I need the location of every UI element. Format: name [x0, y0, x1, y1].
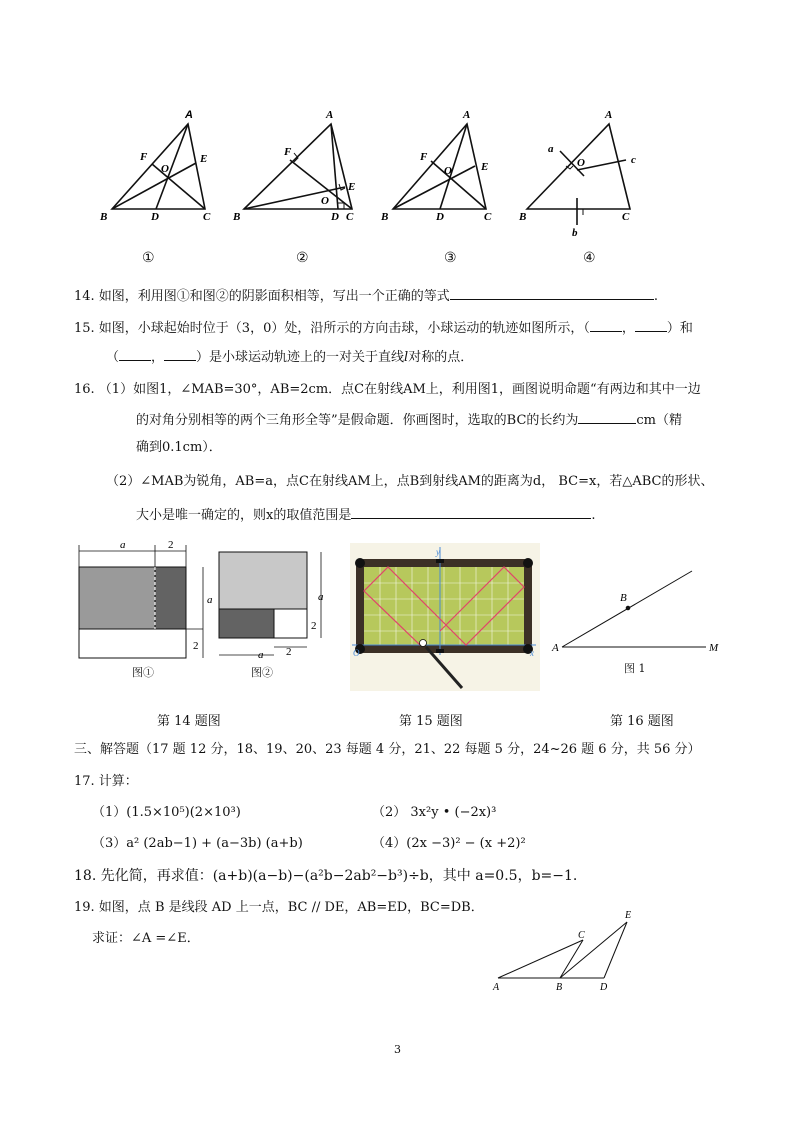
question-16-part2-line-2 — [136, 505, 595, 525]
question-16-end: . — [591, 508, 596, 523]
fig15-origin: O — [353, 648, 360, 658]
question-17-part-1: （1）(1.5×10⁵)(2×10³) — [92, 805, 241, 820]
fig4-label-c: c — [631, 154, 636, 166]
fig2-label-O: O — [321, 195, 329, 207]
fig4-label-b: b — [572, 227, 578, 239]
fig14-2-two-bottom: 2 — [286, 646, 292, 658]
paren-open: （ — [106, 350, 120, 365]
fig3-label-E: E — [481, 161, 489, 173]
question-16-part2-line-1: （2）∠MAB为锐角，AB=a，点C在射线AM上，点B到射线AM的距离为d， BC=x，若△ABC的形状、 — [106, 474, 714, 489]
question-15-text-2: ）是小球运动轨迹上的一对关于直线 — [196, 350, 405, 365]
fig3-label-O: O — [444, 165, 452, 177]
fig14-2-a-bottom: a — [258, 649, 264, 661]
figure-number-3: ③ — [444, 250, 457, 266]
question-15-mid: ）和 — [666, 321, 693, 336]
fig1-label-E: E — [200, 153, 208, 165]
figure-number-1: ① — [142, 250, 155, 266]
fig14-label-2: 图② — [251, 666, 273, 679]
figure-row-top — [0, 0, 794, 270]
fig14-figure-2 — [219, 552, 321, 655]
fig16-angle-figure — [562, 571, 706, 647]
fig19-label-E: E — [625, 910, 632, 921]
fig4-label-a: a — [548, 143, 554, 155]
fig2-label-E: E — [348, 181, 356, 193]
question-16-unit: cm（精 — [636, 413, 682, 428]
triangle-figure-2 — [244, 124, 352, 209]
question-16-line-2 — [136, 410, 682, 430]
fig1-label-A: A — [185, 109, 193, 121]
answer-blank-16b[interactable] — [351, 505, 591, 519]
page-number: 3 — [394, 1043, 401, 1056]
triangle-figure-1 — [112, 124, 208, 209]
answer-blank-15b[interactable] — [635, 318, 667, 332]
fig19-label-C: C — [578, 930, 585, 941]
fig4-label-A: A — [605, 109, 613, 121]
fig1-label-O: O — [161, 163, 169, 175]
fig3-label-A: A — [463, 109, 471, 121]
question-14 — [74, 286, 658, 306]
fig14-1-a-label: a — [120, 539, 126, 551]
fig4-label-O: O — [577, 157, 585, 169]
fig3-label-C: C — [484, 211, 492, 223]
fig19-label-A: A — [493, 982, 500, 993]
fig19-label-B: B — [556, 982, 563, 993]
question-19-line-1: 19. 如图，点 B 是线段 AD 上一点，BC // DE，AB=ED，BC=DB． — [74, 900, 484, 915]
comma: ， — [621, 321, 635, 336]
answer-blank-16a[interactable] — [578, 410, 636, 424]
question-15-end: 对称的点． — [408, 350, 474, 365]
question-16-part2-text: 大小是唯一确定的，则x的取值范围是 — [136, 508, 352, 523]
question-17-title: 17. 计算： — [74, 774, 138, 789]
fig16-label-A: A — [552, 642, 559, 654]
fig19-triangles — [480, 900, 660, 1000]
fig1-label-D: D — [151, 211, 159, 223]
figure-number-2: ② — [296, 250, 309, 266]
fig15-billiard-table — [350, 543, 540, 691]
answer-blank-15a[interactable] — [590, 318, 622, 332]
fig14-label-1: 图① — [132, 666, 154, 679]
question-17-part-4: （4）(2x −3)² − (x +2)² — [372, 836, 526, 851]
fig15-axis-x: x — [530, 648, 534, 658]
section-3-title: 三、解答题（17 题 12 分，18、19、20、23 每题 4 分，21、22 每题 5 分，24~26 题 6 分，共 56 分） — [74, 742, 701, 757]
question-17-part-3: （3）a² (2ab−1) + (a−3b) (a+b) — [92, 836, 303, 851]
question-14-end: . — [653, 289, 658, 304]
comma: ， — [151, 350, 165, 365]
fig2-label-F: F — [284, 146, 292, 158]
question-14-text: 14. 如图，利用图①和图②的阴影面积相等，写出一个正确的等式 — [74, 289, 450, 304]
caption-question-15: 第 15 题图 — [399, 714, 463, 729]
question-18: 18. 先化简，再求值：(a+b)(a−b)−(a²b−2ab²−b³)÷b，其中 a=0.5，b=−1. — [74, 868, 578, 884]
question-16-text-2: 的对角分别相等的两个三角形全等”是假命题．你画图时，选取的BC的长约为 — [136, 413, 579, 428]
fig3-label-B: B — [381, 211, 389, 223]
triangle-figure-4 — [527, 124, 630, 225]
line-l: l — [404, 350, 409, 365]
figure-number-4: ④ — [583, 250, 596, 266]
question-17-part-2: （2） 3x²y • (−2x)³ — [372, 805, 497, 820]
fig3-label-F: F — [420, 151, 428, 163]
fig4-label-C: C — [622, 211, 630, 223]
fig16-caption: 图 1 — [624, 662, 646, 675]
fig2-label-B: B — [233, 211, 241, 223]
caption-question-14: 第 14 题图 — [157, 714, 221, 729]
fig14-2-two-right: 2 — [311, 620, 317, 632]
caption-question-16: 第 16 题图 — [610, 714, 674, 729]
fig16-label-B: B — [620, 592, 627, 604]
fig15-axis-y: y — [436, 547, 440, 557]
answer-blank-15d[interactable] — [164, 347, 196, 361]
fig2-label-C: C — [346, 211, 354, 223]
answer-blank-15c[interactable] — [119, 347, 151, 361]
fig16-label-M: M — [709, 642, 719, 654]
fig1-label-B: B — [100, 211, 108, 223]
question-16-line-3: 确到0.1cm）． — [136, 440, 222, 455]
fig14-1-two-top: 2 — [168, 539, 174, 551]
triangle-figure-3 — [393, 124, 489, 209]
fig19-label-D: D — [600, 982, 608, 993]
fig14-1-two-right: 2 — [193, 640, 199, 652]
fig2-label-D: D — [331, 211, 339, 223]
question-15-line-2 — [106, 347, 473, 367]
question-19-line-2: 求证：∠A =∠E． — [92, 931, 200, 946]
answer-blank-14[interactable] — [450, 286, 654, 300]
fig1-label-C: C — [203, 211, 211, 223]
fig14-1-a-right: a — [207, 594, 213, 606]
fig3-label-D: D — [436, 211, 444, 223]
question-16-line-1: 16. （1）如图1，∠MAB=30°，AB=2cm．点C在射线AM上，利用图1，画图说明命题“有两边和其中一边 — [74, 382, 701, 397]
fig2-label-A: A — [326, 109, 334, 121]
figures-row-14-16 — [0, 535, 794, 705]
fig1-label-F: F — [140, 151, 148, 163]
fig14-figure-1 — [79, 545, 203, 658]
question-15-line-1 — [74, 318, 693, 338]
fig4-label-B: B — [519, 211, 527, 223]
question-15-text: 15. 如图，小球起始时位于（3，0）处，沿所示的方向击球，小球运动的轨迹如图所示，（ — [74, 321, 590, 336]
fig14-2-a-right: a — [318, 591, 324, 603]
